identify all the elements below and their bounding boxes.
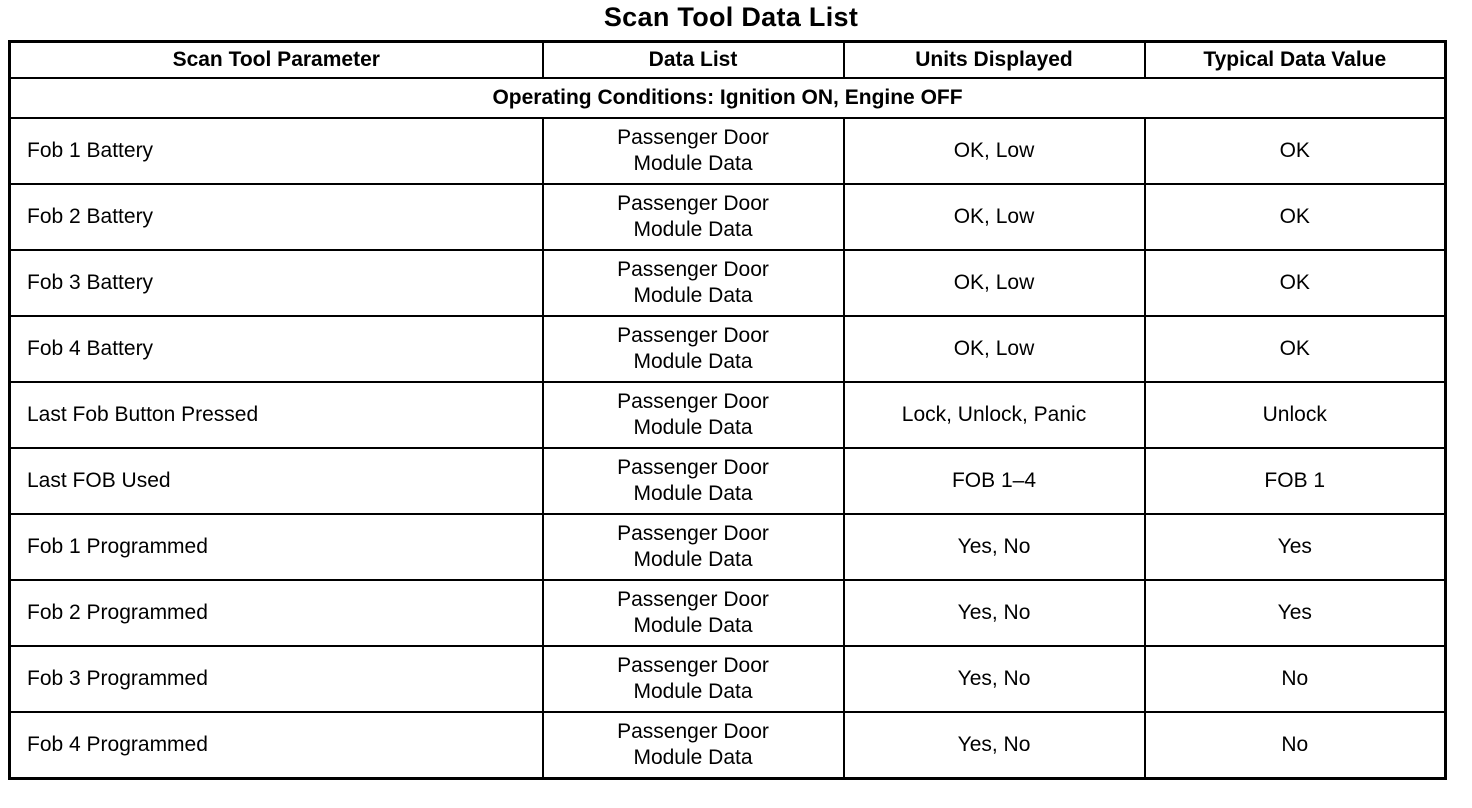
column-header-units: Units Displayed [844,42,1145,79]
column-header-parameter: Scan Tool Parameter [10,42,543,79]
cell-units: FOB 1–4 [844,448,1145,514]
cell-typical-value: Yes [1145,514,1446,580]
table-row [10,316,1446,382]
data-list-line: Passenger Door [617,720,769,743]
operating-conditions: Operating Conditions: Ignition ON, Engine OFF [10,78,1446,118]
data-list-line: Passenger Door [617,522,769,545]
cell-typical-value: OK [1145,316,1446,382]
cell-parameter: Fob 2 Battery [10,184,543,250]
cell-data-list [543,580,844,646]
data-list-line: Module Data [633,614,753,637]
cell-typical-value: OK [1145,184,1446,250]
cell-parameter: Fob 3 Battery [10,250,543,316]
cell-data-list [543,316,844,382]
cell-data-list [543,184,844,250]
table-row [10,184,1446,250]
cell-typical-value: OK [1145,250,1446,316]
data-list-line: Passenger Door [617,390,769,413]
cell-units: OK, Low [844,118,1145,184]
data-list-line: Module Data [633,680,753,703]
data-list-line: Module Data [633,218,753,241]
cell-units: Yes, No [844,646,1145,712]
header-row [10,42,1446,79]
data-list-line: Module Data [633,548,753,571]
cell-typical-value: No [1145,646,1446,712]
cell-units: Yes, No [844,712,1145,779]
cell-parameter: Fob 2 Programmed [10,580,543,646]
data-list-line: Module Data [633,482,753,505]
data-list-line: Module Data [633,746,753,769]
cell-data-list [543,712,844,779]
cell-data-list [543,382,844,448]
scan-tool-data-table [8,40,1447,780]
data-list-line: Module Data [633,416,753,439]
data-list-line: Module Data [633,152,753,175]
cell-data-list [543,448,844,514]
cell-typical-value: Yes [1145,580,1446,646]
cell-parameter: Fob 1 Battery [10,118,543,184]
data-list-line: Module Data [633,284,753,307]
data-list-line: Module Data [633,350,753,373]
table-row [10,448,1446,514]
cell-parameter: Fob 3 Programmed [10,646,543,712]
table-row [10,514,1446,580]
table-row [10,646,1446,712]
cell-typical-value: No [1145,712,1446,779]
data-list-line: Passenger Door [617,654,769,677]
cell-parameter: Fob 4 Programmed [10,712,543,779]
cell-typical-value: FOB 1 [1145,448,1446,514]
table-row [10,580,1446,646]
data-list-line: Passenger Door [617,258,769,281]
cell-typical-value: Unlock [1145,382,1446,448]
column-header-typical-value: Typical Data Value [1145,42,1446,79]
cell-typical-value: OK [1145,118,1446,184]
table-row [10,382,1446,448]
cell-data-list [543,250,844,316]
table-body [10,78,1446,779]
cell-parameter: Last FOB Used [10,448,543,514]
data-list-line: Passenger Door [617,324,769,347]
cell-parameter: Fob 4 Battery [10,316,543,382]
column-header-data-list: Data List [543,42,844,79]
cell-units: OK, Low [844,250,1145,316]
cell-units: Yes, No [844,514,1145,580]
cell-data-list [543,514,844,580]
cell-parameter: Fob 1 Programmed [10,514,543,580]
cell-data-list [543,118,844,184]
data-list-line: Passenger Door [617,126,769,149]
cell-data-list [543,646,844,712]
data-list-line: Passenger Door [617,192,769,215]
data-list-line: Passenger Door [617,456,769,479]
cell-units: Lock, Unlock, Panic [844,382,1145,448]
conditions-row [10,78,1446,118]
cell-parameter: Last Fob Button Pressed [10,382,543,448]
table-row [10,712,1446,779]
data-list-line: Passenger Door [617,588,769,611]
table-row [10,250,1446,316]
cell-units: Yes, No [844,580,1145,646]
table-row [10,118,1446,184]
cell-units: OK, Low [844,184,1145,250]
page-title: Scan Tool Data List [603,2,859,32]
cell-units: OK, Low [844,316,1145,382]
